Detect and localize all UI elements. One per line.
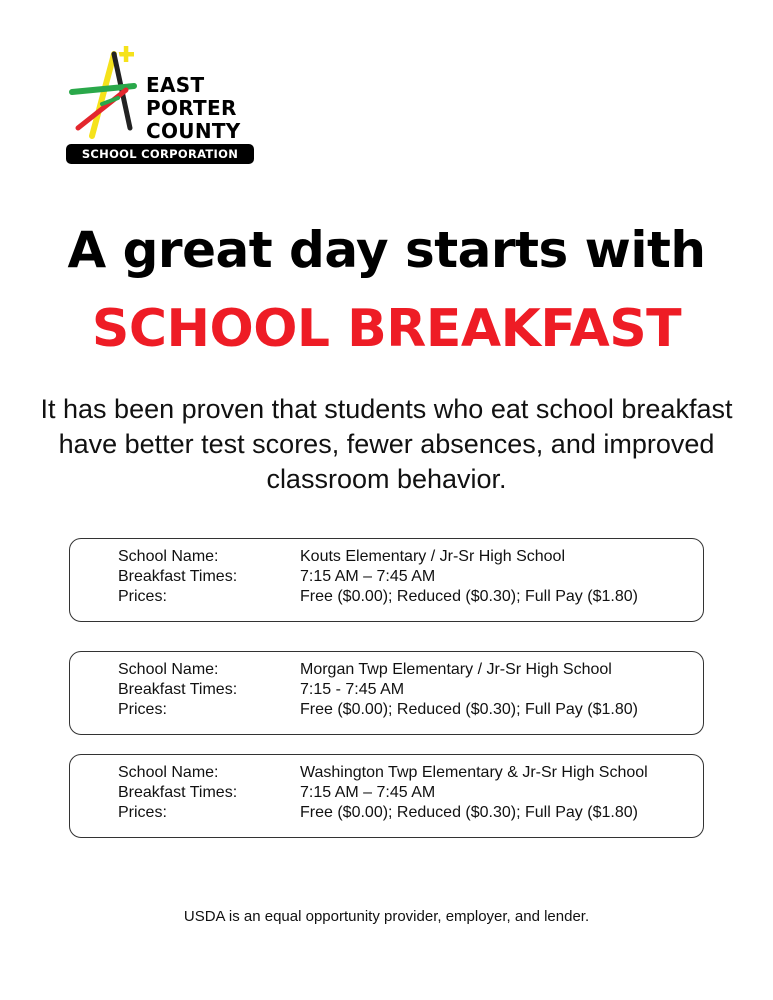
- headline-school-breakfast: SCHOOL BREAKFAST: [91, 299, 682, 359]
- intro-paragraph: It has been proven that students who eat school breakfast have better test scores, fewer absences, and improved classroom behavior.: [40, 394, 733, 494]
- prices-value: Free ($0.00); Reduced ($0.30); Full Pay ($1.80): [300, 701, 638, 718]
- school-name-label: School Name:: [118, 764, 219, 781]
- prices-value: Free ($0.00); Reduced ($0.30); Full Pay ($1.80): [300, 588, 638, 605]
- school-name-row: [118, 660, 703, 680]
- logo-school-corporation-bar: SCHOOL CORPORATION: [66, 144, 254, 164]
- prices-label: Prices:: [118, 804, 167, 821]
- prices-row: [118, 700, 703, 720]
- school-name-label: School Name:: [118, 661, 219, 678]
- prices-value: Free ($0.00); Reduced ($0.30); Full Pay ($1.80): [300, 804, 638, 821]
- school-name-label: School Name:: [118, 548, 219, 565]
- usda-footer-notice: USDA is an equal opportunity provider, employer, and lender.: [183, 908, 590, 925]
- prices-label: Prices:: [118, 701, 167, 718]
- breakfast-times-label: Breakfast Times:: [118, 568, 238, 585]
- logo-line-east: EAST: [146, 73, 205, 97]
- headline-great-day: A great day starts with: [67, 221, 706, 279]
- school-card-washington: [69, 754, 704, 838]
- breakfast-times-value: 7:15 AM – 7:45 AM: [300, 784, 436, 801]
- logo-line-county: COUNTY: [146, 119, 241, 143]
- star-logo-icon: [64, 44, 144, 144]
- school-name-value: Kouts Elementary / Jr-Sr High School: [300, 548, 565, 565]
- school-card-morgan: [69, 651, 704, 735]
- breakfast-times-row: [118, 567, 703, 587]
- prices-row: [118, 587, 703, 607]
- breakfast-times-label: Breakfast Times:: [118, 784, 238, 801]
- breakfast-times-row: [118, 680, 703, 700]
- school-name-value: Washington Twp Elementary & Jr-Sr High School: [300, 764, 648, 781]
- school-logo: [64, 44, 256, 168]
- school-name-row: [118, 763, 703, 783]
- breakfast-times-value: 7:15 AM – 7:45 AM: [300, 568, 436, 585]
- school-name-value: Morgan Twp Elementary / Jr-Sr High School: [300, 661, 612, 678]
- school-cards: [69, 538, 704, 867]
- breakfast-times-row: [118, 783, 703, 803]
- breakfast-times-label: Breakfast Times:: [118, 681, 238, 698]
- school-card-kouts: [69, 538, 704, 622]
- logo-line-porter: PORTER: [146, 96, 237, 120]
- prices-row: [118, 803, 703, 823]
- logo-wordmark: [146, 74, 241, 143]
- prices-label: Prices:: [118, 588, 167, 605]
- breakfast-times-value: 7:15 - 7:45 AM: [300, 681, 405, 698]
- school-name-row: [118, 547, 703, 567]
